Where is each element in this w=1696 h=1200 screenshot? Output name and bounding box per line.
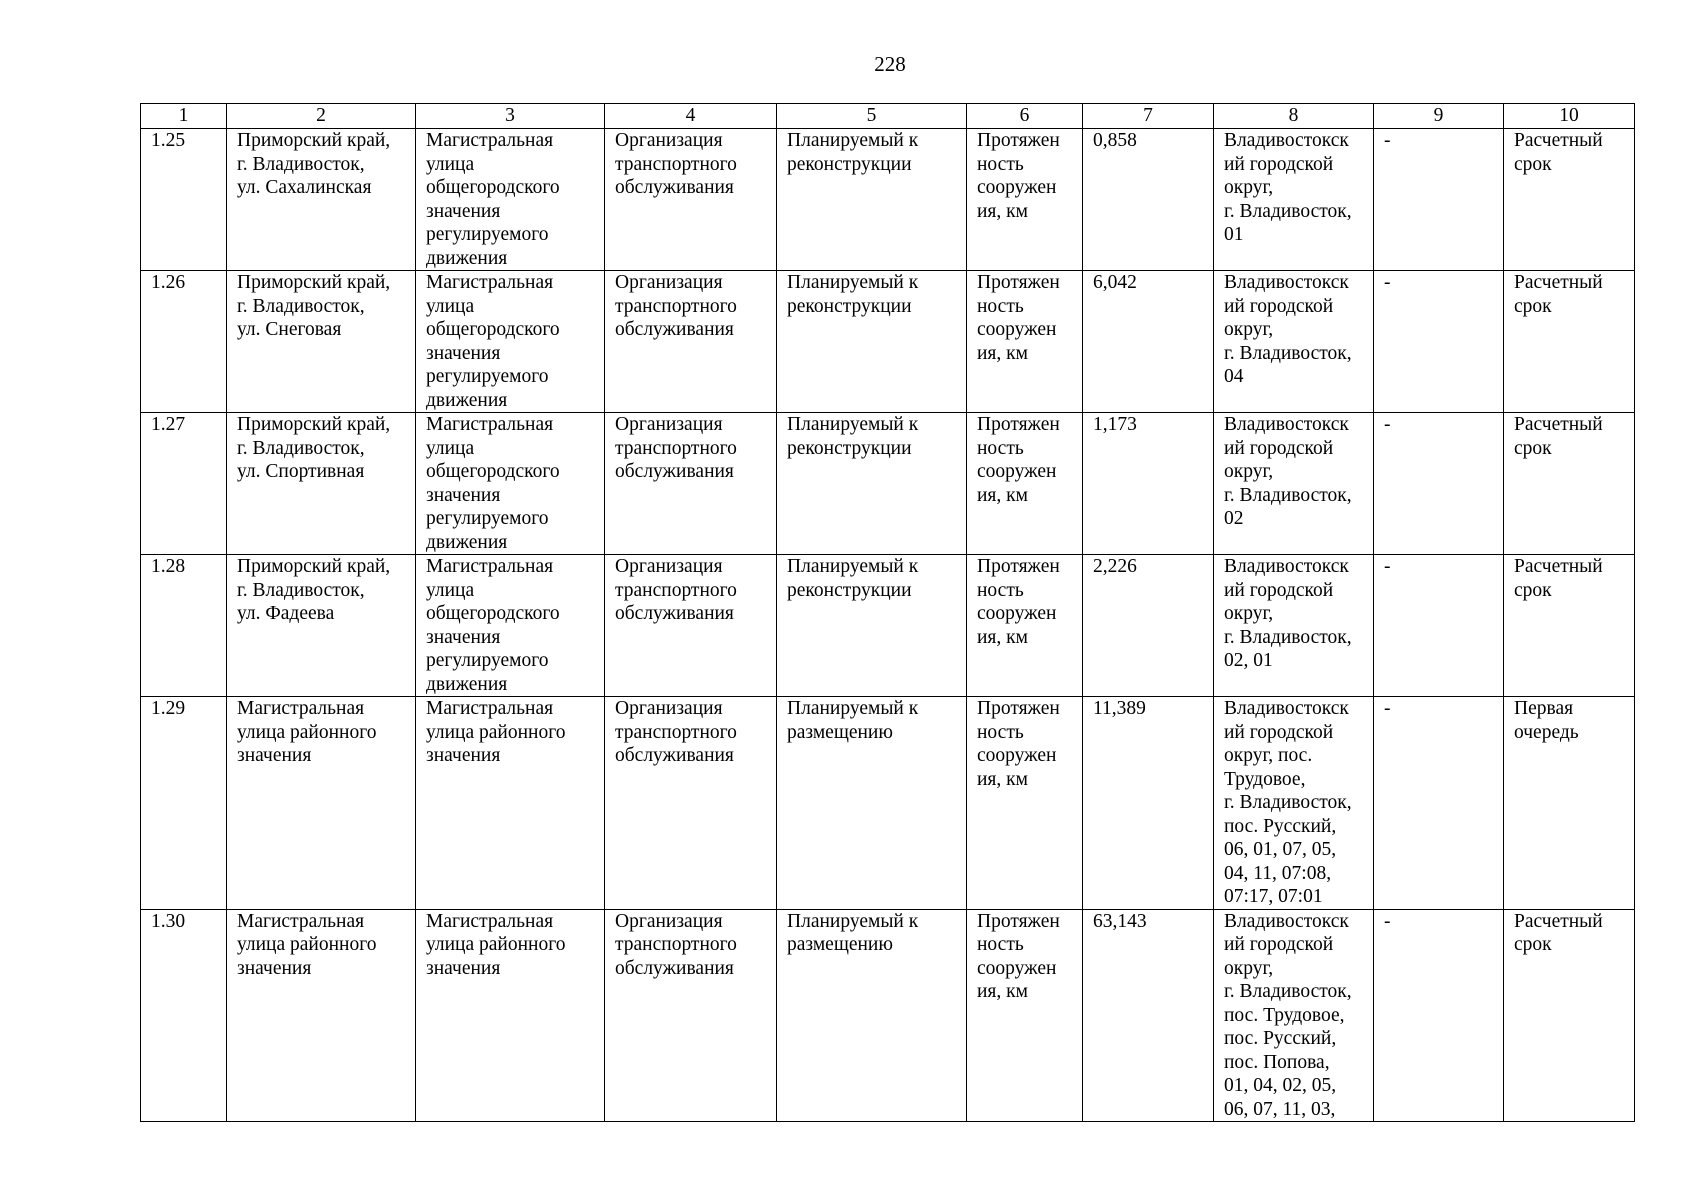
row-purpose: Организация транспортного обслуживания <box>605 271 777 413</box>
table-row <box>141 271 1635 413</box>
row-col9: - <box>1374 555 1504 697</box>
row-zone: Владивостокск ий городской округ, г. Владивосток, 02, 01 <box>1214 555 1374 697</box>
row-characteristic: Протяжен ность сооружен ия, км <box>967 909 1083 1122</box>
row-location: Магистральная улица районного значения <box>227 697 416 910</box>
row-value: 11,389 <box>1083 697 1214 910</box>
row-location: Приморский край, г. Владивосток, ул. Снеговая <box>227 271 416 413</box>
row-location: Приморский край, г. Владивосток, ул. Сахалинская <box>227 129 416 271</box>
row-object-name: Магистральная улица общегородского значения регулируемого движения <box>416 555 605 697</box>
row-id: 1.25 <box>141 129 227 271</box>
row-purpose: Организация транспортного обслуживания <box>605 555 777 697</box>
row-characteristic: Протяжен ность сооружен ия, км <box>967 697 1083 910</box>
row-value: 63,143 <box>1083 909 1214 1122</box>
table-row <box>141 697 1635 910</box>
row-status: Планируемый к реконструкции <box>777 129 967 271</box>
row-term: Расчетный срок <box>1504 555 1635 697</box>
row-col9: - <box>1374 129 1504 271</box>
header-col-8: 8 <box>1214 104 1374 129</box>
header-col-1: 1 <box>141 104 227 129</box>
row-location: Магистральная улица районного значения <box>227 909 416 1122</box>
row-zone: Владивостокск ий городской округ, г. Владивосток, пос. Трудовое, пос. Русский, пос. Попова, 01, 04, 02, 05, 06, 07, 11, 03, <box>1214 909 1374 1122</box>
row-purpose: Организация транспортного обслуживания <box>605 909 777 1122</box>
header-col-6: 6 <box>967 104 1083 129</box>
header-row <box>141 104 1635 129</box>
header-col-2: 2 <box>227 104 416 129</box>
row-characteristic: Протяжен ность сооружен ия, км <box>967 129 1083 271</box>
row-object-name: Магистральная улица общегородского значения регулируемого движения <box>416 413 605 555</box>
row-purpose: Организация транспортного обслуживания <box>605 697 777 910</box>
header-col-10: 10 <box>1504 104 1635 129</box>
row-id: 1.30 <box>141 909 227 1122</box>
row-zone: Владивостокск ий городской округ, г. Владивосток, 02 <box>1214 413 1374 555</box>
row-status: Планируемый к реконструкции <box>777 271 967 413</box>
row-term: Расчетный срок <box>1504 909 1635 1122</box>
row-status: Планируемый к реконструкции <box>777 413 967 555</box>
row-term: Расчетный срок <box>1504 129 1635 271</box>
table-row <box>141 129 1635 271</box>
row-value: 6,042 <box>1083 271 1214 413</box>
header-col-4: 4 <box>605 104 777 129</box>
row-col9: - <box>1374 909 1504 1122</box>
row-status: Планируемый к размещению <box>777 697 967 910</box>
row-purpose: Организация транспортного обслуживания <box>605 413 777 555</box>
row-term: Расчетный срок <box>1504 413 1635 555</box>
header-col-9: 9 <box>1374 104 1504 129</box>
row-value: 1,173 <box>1083 413 1214 555</box>
row-term: Первая очередь <box>1504 697 1635 910</box>
row-term: Расчетный срок <box>1504 271 1635 413</box>
row-status: Планируемый к размещению <box>777 909 967 1122</box>
row-object-name: Магистральная улица районного значения <box>416 909 605 1122</box>
table-row <box>141 909 1635 1122</box>
planning-table <box>140 103 1635 1122</box>
row-status: Планируемый к реконструкции <box>777 555 967 697</box>
table-row <box>141 555 1635 697</box>
row-purpose: Организация транспортного обслуживания <box>605 129 777 271</box>
row-value: 0,858 <box>1083 129 1214 271</box>
row-col9: - <box>1374 697 1504 910</box>
header-col-5: 5 <box>777 104 967 129</box>
row-id: 1.26 <box>141 271 227 413</box>
row-zone: Владивостокск ий городской округ, г. Владивосток, 04 <box>1214 271 1374 413</box>
row-value: 2,226 <box>1083 555 1214 697</box>
row-characteristic: Протяжен ность сооружен ия, км <box>967 555 1083 697</box>
row-zone: Владивостокск ий городской округ, пос. Трудовое, г. Владивосток, пос. Русский, 06, 01, 07, 05, 04, 11, 07:08, 07:17, 07:01 <box>1214 697 1374 910</box>
header-col-7: 7 <box>1083 104 1214 129</box>
page-number: 228 <box>874 52 906 76</box>
row-zone: Владивостокск ий городской округ, г. Владивосток, 01 <box>1214 129 1374 271</box>
table-row <box>141 413 1635 555</box>
row-id: 1.29 <box>141 697 227 910</box>
row-location: Приморский край, г. Владивосток, ул. Спортивная <box>227 413 416 555</box>
row-col9: - <box>1374 413 1504 555</box>
row-object-name: Магистральная улица общегородского значения регулируемого движения <box>416 129 605 271</box>
header-col-3: 3 <box>416 104 605 129</box>
row-characteristic: Протяжен ность сооружен ия, км <box>967 413 1083 555</box>
row-characteristic: Протяжен ность сооружен ия, км <box>967 271 1083 413</box>
row-id: 1.27 <box>141 413 227 555</box>
row-location: Приморский край, г. Владивосток, ул. Фадеева <box>227 555 416 697</box>
row-col9: - <box>1374 271 1504 413</box>
row-object-name: Магистральная улица районного значения <box>416 697 605 910</box>
row-object-name: Магистральная улица общегородского значения регулируемого движения <box>416 271 605 413</box>
row-id: 1.28 <box>141 555 227 697</box>
